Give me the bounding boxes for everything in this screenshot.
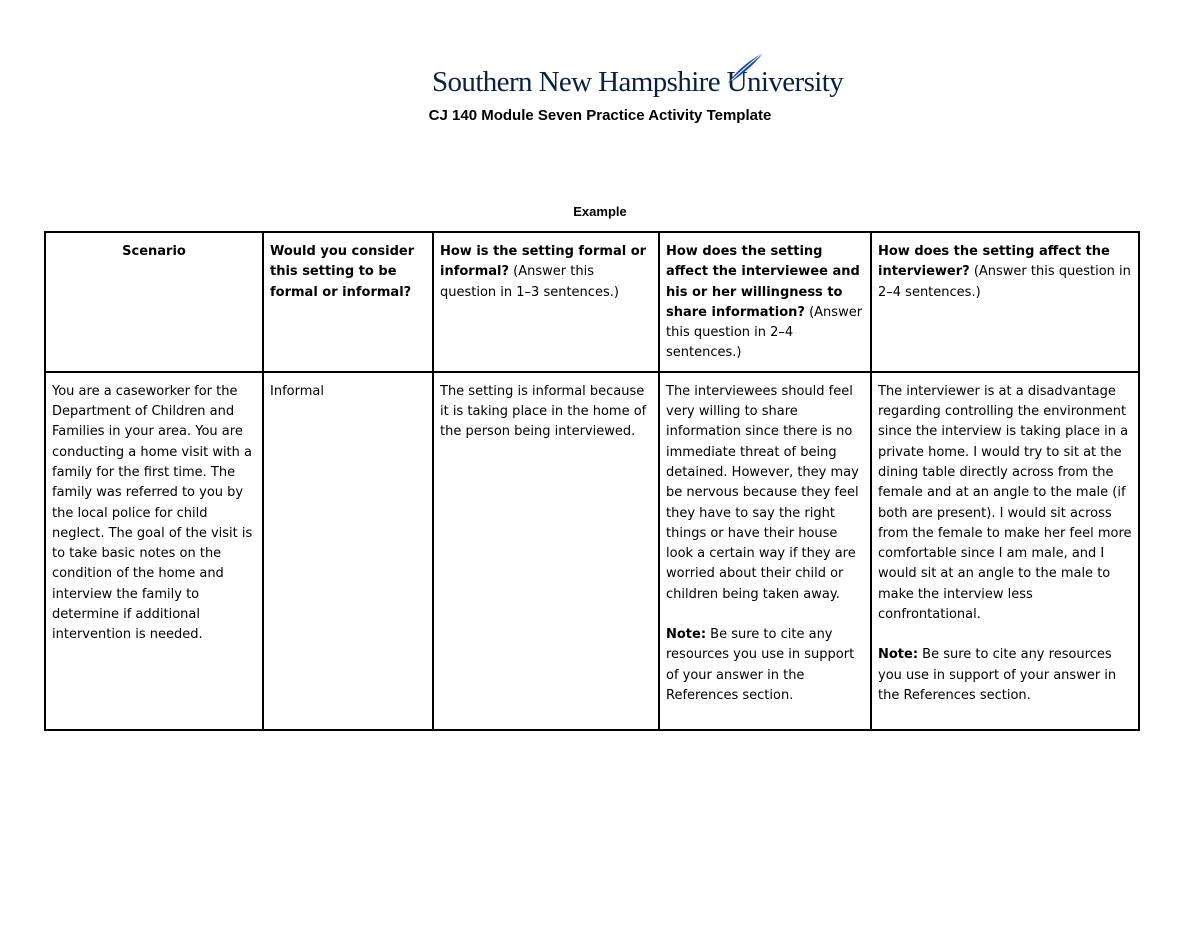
header-formality-label: Would you consider this setting to be formal or informal? — [270, 244, 415, 300]
header-interviewee-effect-instruction: (Answer this question in 2–4 sentences.) — [666, 304, 863, 361]
table-header-row — [45, 232, 1139, 372]
table-row — [45, 372, 1139, 730]
header-how-formal-label: How is the setting formal or informal? — [440, 244, 647, 280]
cell-how-formal: The setting is informal because it is taking place in the home of the person being interviewed. — [433, 372, 659, 730]
document-title: CJ 140 Module Seven Practice Activity Template — [428, 107, 772, 124]
header-interviewee-effect-label: How does the setting affect the interviewee and his or her willingness to share information? — [666, 244, 860, 320]
header-how-formal-instruction: (Answer this question in 1–3 sentences.) — [440, 264, 619, 300]
practice-activity-table — [44, 231, 1140, 731]
interviewer-note-label: Note: — [878, 647, 919, 663]
header-scenario-label: Scenario — [122, 244, 186, 259]
cell-scenario: You are a caseworker for the Department of Children and Families in your area. You are conducting a home visit with a family for the first time. The family was referred to you by the local police for child neglect. The goal of the visit is to take basic notes on the condition of the home and interview the family to determine if additional intervention is needed. — [45, 372, 263, 730]
university-name: Southern New Hampshire University — [432, 66, 844, 98]
header-interviewer-effect-instruction: (Answer this question in 2–4 sentences.) — [878, 264, 1131, 300]
interviewee-note-label: Note: — [666, 627, 707, 643]
feather-quill-icon — [726, 50, 766, 84]
cell-interviewee-effect — [659, 372, 871, 730]
cell-interviewer-effect — [871, 372, 1139, 730]
interviewer-effect-text: The interviewer is at a disadvantage regarding controlling the environment since the interview is taking place in a private home. I would try to sit at the dining table directly across from the female and at an angle to the male (if both are present). I would sit across from the female to make her feel more comfortable since I am male, and I would sit at an angle to the male to make the interview less confrontational. — [878, 383, 1132, 623]
university-logo — [430, 50, 844, 104]
section-label-example: Example — [573, 204, 627, 219]
interviewee-effect-text: The interviewees should feel very willing to share information since there is no immediate threat of being detained. However, they may be nervous because they feel they have to say the right things or have their house look a certain way if they are worried about their child or children being taken away. — [666, 383, 859, 602]
cell-formality: Informal — [263, 372, 433, 730]
interviewer-note-text: Be sure to cite any resources you use in support of your answer in the References section. — [878, 647, 1117, 703]
header-scenario — [45, 232, 263, 372]
header-formality — [263, 232, 433, 372]
header-interviewer-effect-label: How does the setting affect the interviewer? — [878, 244, 1110, 280]
interviewee-note-text: Be sure to cite any resources you use in support of your answer in the References section. — [666, 627, 855, 703]
header-interviewee-effect — [659, 232, 871, 372]
header-interviewer-effect — [871, 232, 1139, 372]
header-how-formal — [433, 232, 659, 372]
